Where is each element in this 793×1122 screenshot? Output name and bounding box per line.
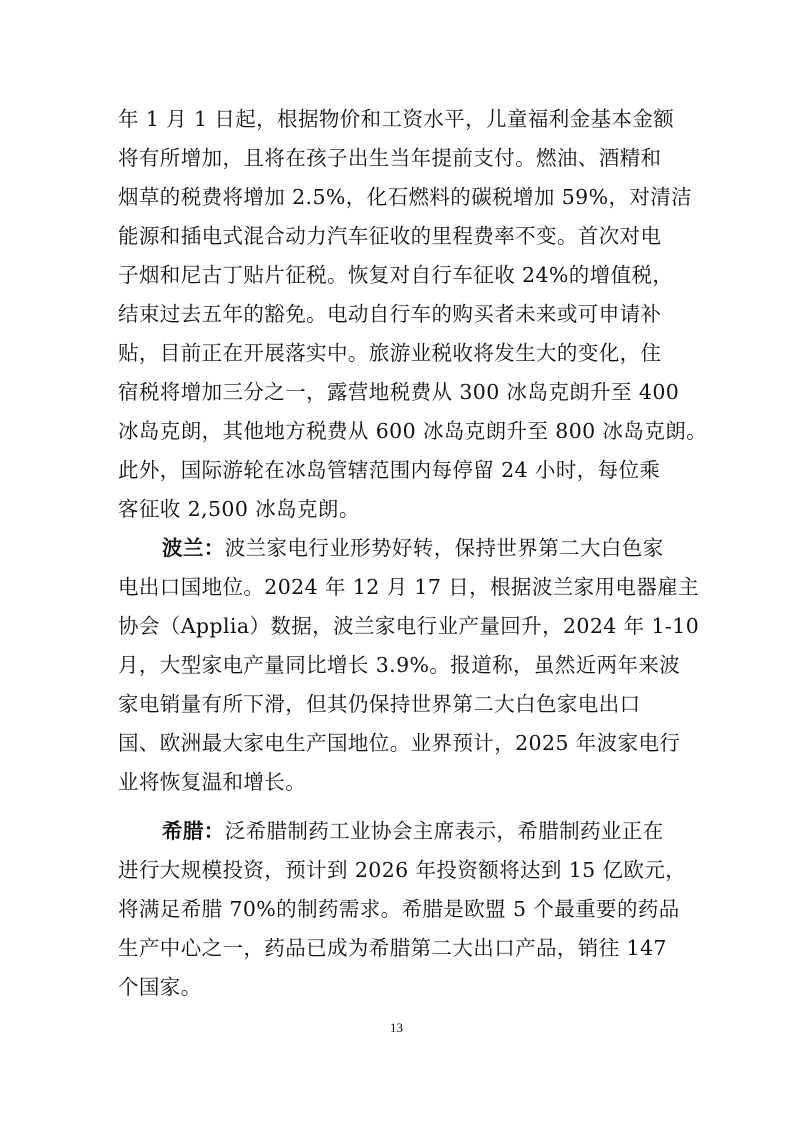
- paragraph-line: 生产中心之一，药品已成为希腊第二大出口产品，销往 147: [118, 936, 667, 960]
- paragraph-line: 宿税将增加三分之一，露营地税费从 300 冰岛克朗升至 400: [118, 380, 680, 404]
- paragraph-line: 烟草的税费将增加 2.5%，化石燃料的碳税增加 59%，对清洁: [118, 185, 693, 209]
- paragraph-line: 子烟和尼古丁贴片征税。恢复对自行车征收 24%的增值税，: [118, 263, 674, 287]
- paragraph-line: 客征收 2,500 冰岛克朗。: [118, 497, 360, 521]
- paragraph-line: 将有所增加，且将在孩子出生当年提前支付。燃油、酒精和: [118, 146, 662, 170]
- paragraph-line: 协会（Applia）数据，波兰家电行业产量回升，2024 年 1-10: [118, 614, 700, 638]
- paragraph-line: 年 1 月 1 日起，根据物价和工资水平，儿童福利金基本金额: [118, 107, 675, 131]
- paragraph-line: 电出口国地位。2024 年 12 月 17 日，根据波兰家用电器雇主: [118, 575, 700, 599]
- paragraph-line: 能源和插电式混合动力汽车征收的里程费率不变。首次对电: [118, 224, 662, 248]
- paragraph-line: 结束过去五年的豁免。电动自行车的购买者未来或可申请补: [118, 302, 662, 326]
- paragraph-line: 将满足希腊 70%的制药需求。希腊是欧盟 5 个最重要的药品: [118, 897, 680, 921]
- greece-label: 希腊：: [162, 819, 225, 843]
- paragraph-line: 月，大型家电产量同比增长 3.9%。报道称，虽然近两年来波: [118, 653, 681, 677]
- poland-paragraph-first-line: [162, 535, 664, 561]
- page-number: 13: [390, 1020, 403, 1035]
- paragraph-line: 进行大规模投资，预计到 2026 年投资额将达到 15 亿欧元，: [118, 858, 687, 882]
- paragraph-line: 此外，国际游轮在冰岛管辖范围内每停留 24 小时，每位乘: [118, 458, 661, 482]
- greece-paragraph-first-line: [162, 818, 664, 844]
- paragraph-line: 业将恢复温和增长。: [118, 770, 307, 794]
- paragraph-line: 国、欧洲最大家电生产国地位。业界预计，2025 年波家电行: [118, 731, 681, 755]
- poland-label: 波兰：: [162, 536, 225, 560]
- greece-first-line-text: 泛希腊制药工业协会主席表示，希腊制药业正在: [224, 819, 664, 843]
- paragraph-line: 贴，目前正在开展落实中。旅游业税收将发生大的变化，住: [118, 341, 662, 365]
- poland-first-line-text: 波兰家电行业形势好转，保持世界第二大白色家: [224, 536, 664, 560]
- paragraph-line: 个国家。: [118, 975, 202, 999]
- paragraph-line: 家电销量有所下滑，但其仍保持世界第二大白色家电出口: [118, 692, 641, 716]
- paragraph-line: 冰岛克朗，其他地方税费从 600 冰岛克朗升至 800 冰岛克朗。: [118, 419, 708, 443]
